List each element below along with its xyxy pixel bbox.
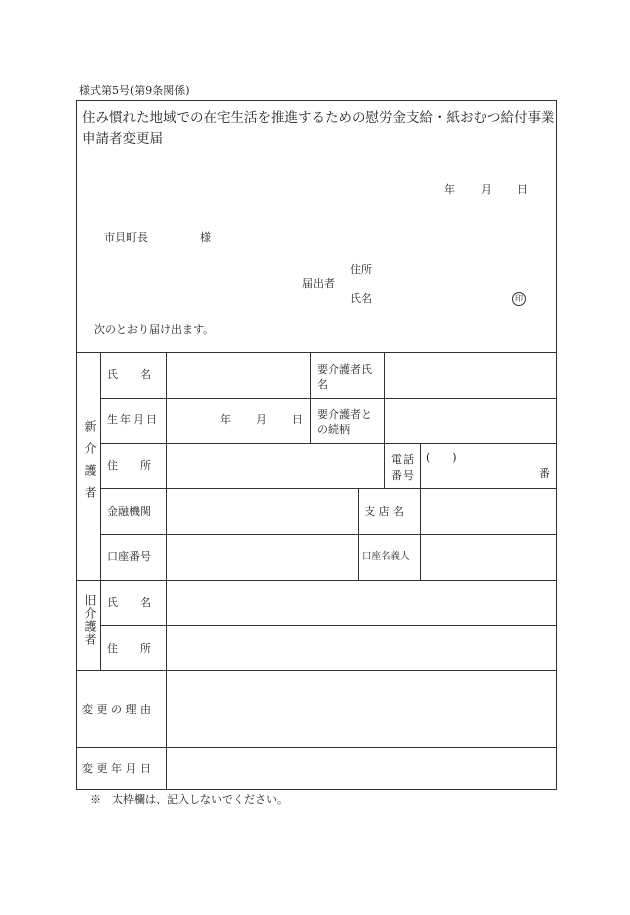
care-recipient-name-field[interactable] <box>385 353 556 397</box>
birth-month: 月 <box>256 413 267 426</box>
care-recipient-name-label: 要介護者氏名 <box>317 363 372 391</box>
account-holder-field[interactable] <box>421 535 556 579</box>
bank-field[interactable] <box>167 489 357 533</box>
form-number: 様式第5号(第9条関係) <box>79 84 190 97</box>
old-name-field[interactable] <box>167 581 556 624</box>
bank-label: 金融機関 <box>107 505 151 518</box>
address-field[interactable] <box>167 444 383 487</box>
footer-note: ※ 太枠欄は、記入しないでください。 <box>90 793 288 806</box>
account-holder-label: 口座名義人 <box>362 551 410 562</box>
relation-field[interactable] <box>385 399 556 442</box>
seal-mark: 印 <box>512 292 526 306</box>
account-number-field[interactable] <box>167 535 357 579</box>
branch-field[interactable] <box>421 489 556 533</box>
date-day: 日 <box>517 183 528 196</box>
change-reason-field[interactable] <box>167 671 556 746</box>
name-label: 氏 名 <box>107 368 151 381</box>
form-title-line1: 住み慣れた地域での在宅生活を推進するための慰労金支給・紙おむつ給付事業 <box>82 110 555 126</box>
account-number-label: 口座番号 <box>107 550 151 563</box>
phone-area-paren: ( ) <box>426 451 457 464</box>
date-month: 月 <box>481 183 492 196</box>
form-title-line2: 申請者変更届 <box>82 131 163 147</box>
addressee-honorific: 様 <box>200 231 211 244</box>
old-address-field[interactable] <box>167 626 556 669</box>
birth-day: 日 <box>292 413 303 426</box>
change-date-label: 変 更 年 月 日 <box>82 762 151 775</box>
addressee-name: 市貝町長 <box>104 231 148 244</box>
birthdate-label: 生年月日 <box>107 413 159 426</box>
phone-label: 電話番号 <box>391 453 415 482</box>
address-label: 住 所 <box>107 459 151 472</box>
phone-suffix: 番 <box>539 467 550 480</box>
name-field[interactable] <box>167 353 309 397</box>
relation-label: 要介護者との続柄 <box>317 408 372 436</box>
change-date-field[interactable] <box>167 748 556 789</box>
notifier-name-label: 氏名 <box>350 292 372 305</box>
birth-year: 年 <box>220 413 231 426</box>
intro-text: 次のとおり届け出ます。 <box>94 323 215 336</box>
notifier-label: 届出者 <box>302 277 335 290</box>
date-year: 年 <box>444 183 455 196</box>
old-address-label: 住 所 <box>107 642 151 655</box>
change-reason-label: 変 更 の 理 由 <box>82 703 151 716</box>
old-name-label: 氏 名 <box>107 596 151 609</box>
branch-label: 支 店 名 <box>364 505 404 518</box>
old-caregiver-section-label: 旧介護者 <box>83 594 97 646</box>
notifier-address-label: 住所 <box>350 263 372 276</box>
new-caregiver-section-label: 新介護者 <box>83 420 97 508</box>
